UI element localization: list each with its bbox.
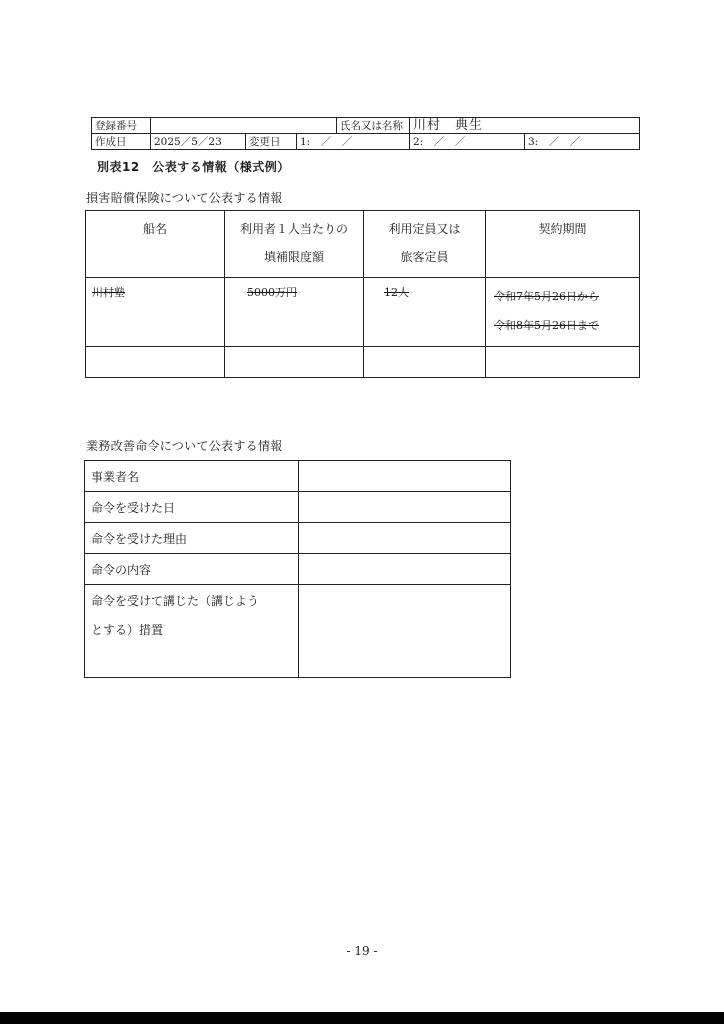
empty-cell [364,347,486,378]
section-title: 別表12 公表する情報（様式例） [97,160,290,174]
order-content-value [299,554,511,585]
name-label: 氏名又は名称 [337,118,410,134]
changed-date-label: 変更日 [246,134,297,150]
order-date-label: 命令を受けた日 [85,492,299,523]
header-contract-period: 契約期間 [486,211,640,278]
registration-header-table [91,117,640,150]
ship-name-cell [86,278,225,347]
order-content-label: 命令の内容 [85,554,299,585]
table-row [85,554,511,585]
insurance-caption: 損害賠償保険について公表する情報 [86,191,283,205]
reg-number-label: 登録番号 [92,118,151,134]
business-name-label: 事業者名 [85,461,299,492]
empty-cell [86,347,225,378]
improvement-order-table [84,460,511,678]
change-entry-3: 3: ／ ／ [525,134,640,150]
period-from-value: 令和7年5月26日から [494,290,599,303]
reg-number-value [151,118,337,134]
coverage-limit-value: 5000万円 [247,286,297,299]
order-reason-value [299,523,511,554]
order-caption: 業務改善命令について公表する情報 [86,439,283,453]
contract-period-cell [486,278,640,347]
bottom-black-bar [0,1012,724,1024]
created-date-value: 2025／5／23 [151,134,246,150]
header-ship-name: 船名 [86,211,225,278]
measures-taken-label: 命令を受けて講じた（講じよう とする）措置 [85,585,299,678]
header-capacity: 利用定員又は 旅客定員 [364,211,486,278]
coverage-limit-cell [225,278,364,347]
order-reason-label: 命令を受けた理由 [85,523,299,554]
table-row [86,347,640,378]
page-number: - 19 - [346,944,378,958]
table-row [85,523,511,554]
capacity-cell [364,278,486,347]
order-date-value [299,492,511,523]
capacity-value: 12人 [384,286,409,299]
insurance-table [85,210,640,378]
name-value: 川村 典生 [410,118,640,134]
measures-taken-value [299,585,511,678]
empty-cell [486,347,640,378]
change-entry-1: 1: ／ ／ [297,134,410,150]
change-entry-2: 2: ／ ／ [410,134,525,150]
table-row [86,278,640,347]
table-row [85,492,511,523]
empty-cell [225,347,364,378]
ship-name-value: 川村塾 [92,286,125,299]
created-date-label: 作成日 [92,134,151,150]
business-name-value [299,461,511,492]
table-row [85,461,511,492]
table-row [85,585,511,678]
header-coverage-limit: 利用者１人当たりの 填補限度額 [225,211,364,278]
period-to-value: 令和8年5月26日まで [494,319,599,332]
